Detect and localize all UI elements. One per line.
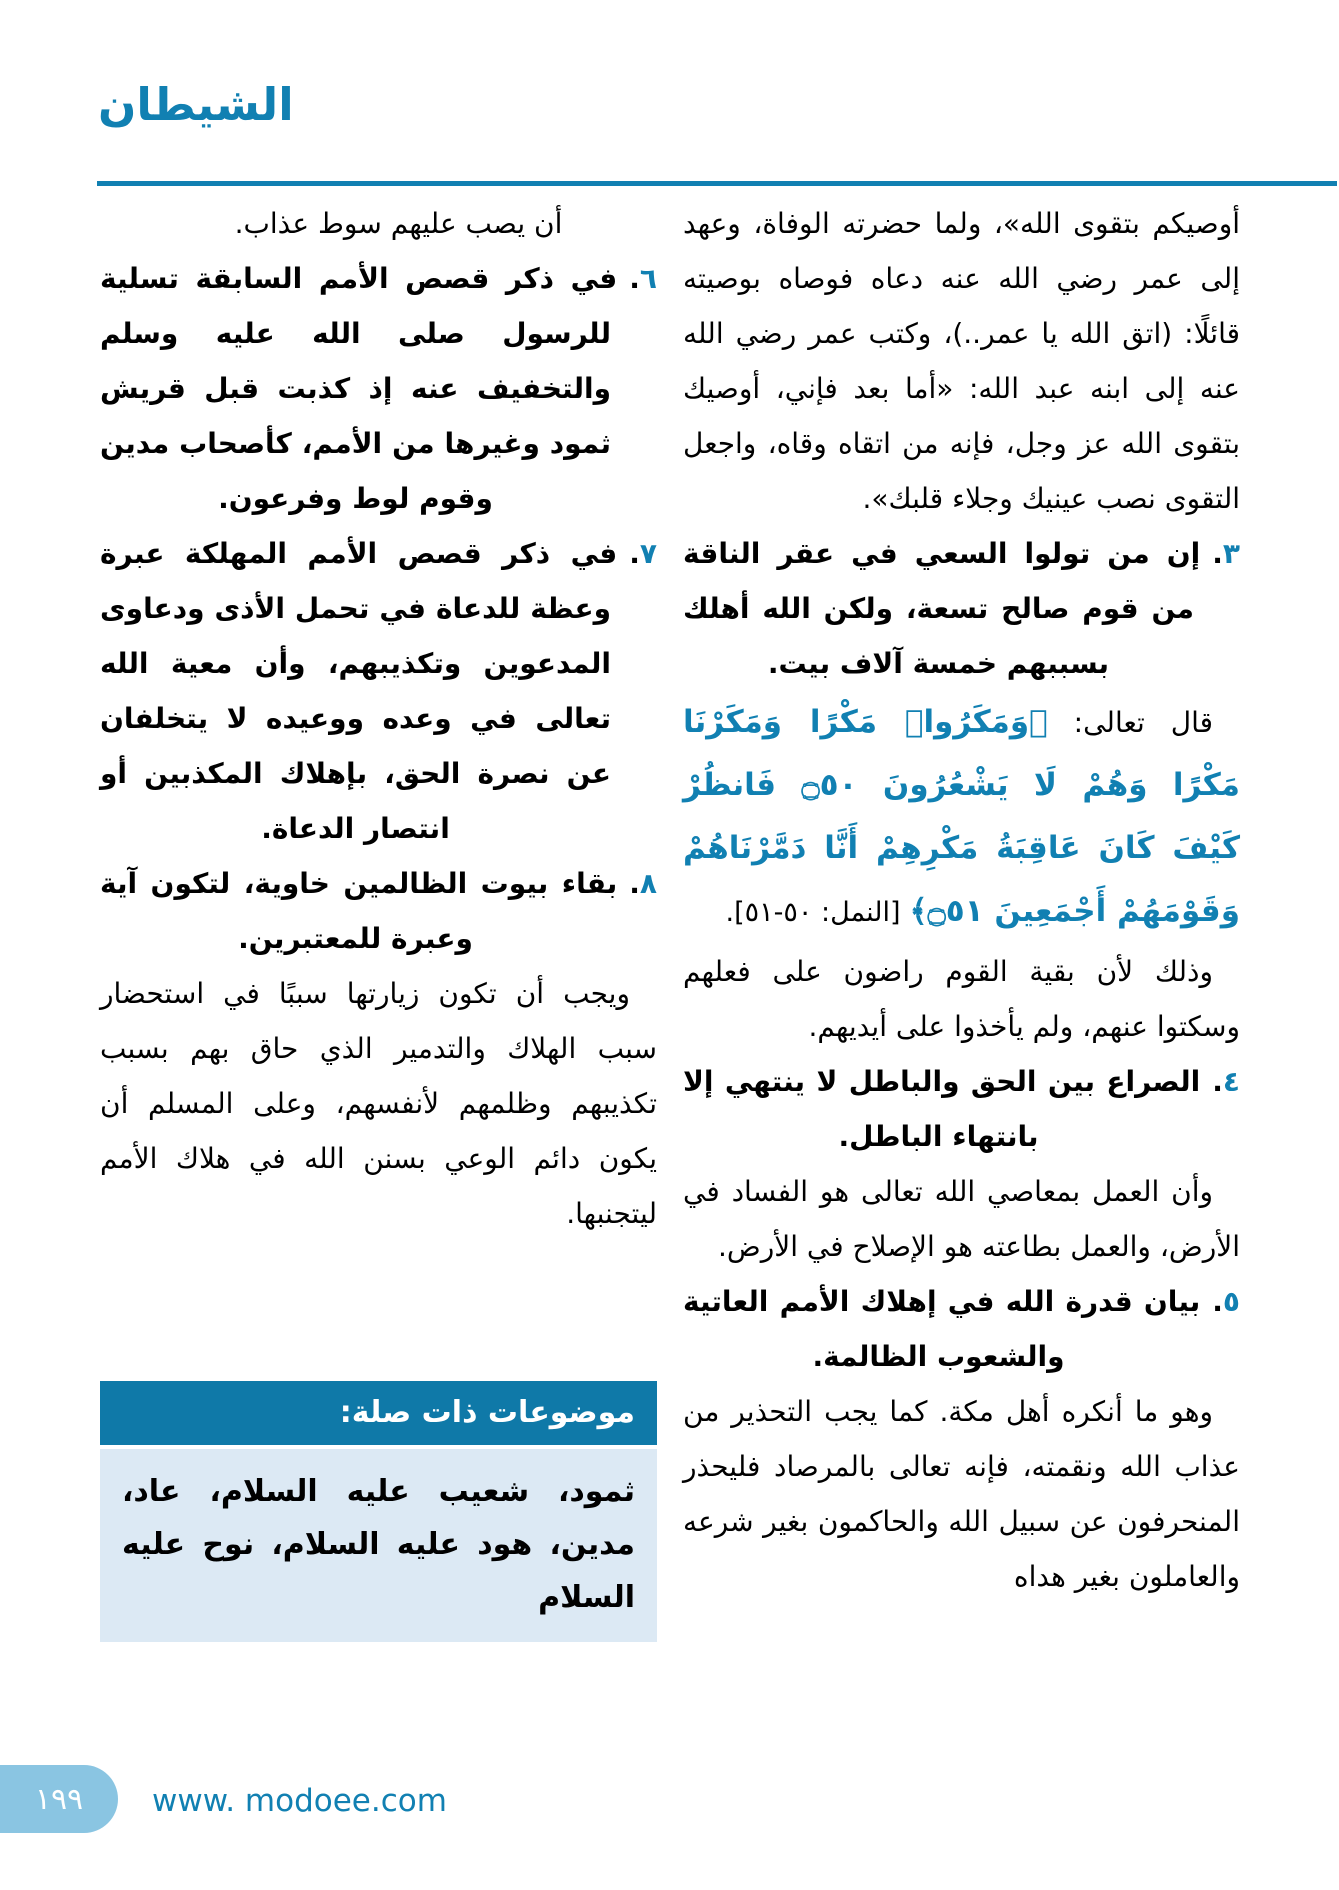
after-verse-paragraph: وذلك لأن بقية القوم راضون على فعلهم وسكتوا عنهم، ولم يأخذوا على أيديهم. xyxy=(683,955,1240,1043)
item-5-body-paragraph: وهو ما أنكره أهل مكة. كما يجب التحذير من عذاب الله ونقمته، فإنه تعالى بالمرصاد فليحذر المنحرفون عن سبيل الله والحاكمون بغير شرعه والعاملون بغير هداه xyxy=(683,1395,1240,1593)
list-item-7 xyxy=(100,526,657,856)
item-4-body-paragraph: وأن العمل بمعاصي الله تعالى هو الفساد في الأرض، والعمل بطاعته هو الإصلاح في الأرض. xyxy=(683,1175,1240,1263)
item-dot: . xyxy=(1212,1285,1223,1318)
page-number: ١٩٩ xyxy=(34,1781,84,1817)
item-number: ٤ xyxy=(1222,1065,1240,1098)
related-topics-header: موضوعات ذات صلة: xyxy=(100,1381,657,1445)
related-topics-box xyxy=(100,1381,657,1642)
item-text: الصراع بين الحق والباطل لا ينتهي إلا بانتهاء الباطل. xyxy=(683,1065,1201,1153)
carry-over-line: أن يصب عليهم سوط عذاب. xyxy=(234,207,563,240)
website-url: www. modoee.com xyxy=(152,1783,447,1819)
intro-paragraph: أوصيكم بتقوى الله»، ولما حضرته الوفاة، وعهد إلى عمر رضي الله عنه دعاه فوصاه بوصيته قائلًا: (اتق الله يا عمر..)، وكتب عمر رضي الله عنه إلى ابنه عبد الله: «أما بعد فإني، أوصيك بتقوى الله عز وجل، فإنه من اتقاه وقاه، واجعل التقوى نصب عينيك وجلاء قلبك». xyxy=(683,207,1240,515)
quran-verse-paragraph xyxy=(683,691,1240,944)
item-dot: . xyxy=(629,262,640,295)
item-dot: . xyxy=(629,867,640,900)
list-item-5 xyxy=(683,1274,1240,1384)
item-text: في ذكر قصص الأمم المهلكة عبرة وعظة للدعاة في تحمل الأذى ودعاوى المدعوين وتكذيبهم، وأن معية الله تعالى في وعده ووعيده لا يتخلفان عن نصرة الحق، بإهلاك المكذبين أو انتصار الدعاة. xyxy=(100,537,618,845)
qal-taala-label: قال تعالى: xyxy=(1073,706,1213,739)
item-number: ٥ xyxy=(1222,1285,1240,1318)
page-title: الشيطان xyxy=(98,78,294,131)
item-text: في ذكر قصص الأمم السابقة تسلية للرسول صلى الله عليه وسلم والتخفيف عنه إذ كذبت قبل قريش ثمود وغيرها من الأمم، كأصحاب مدين وقوم لوط وفرعون. xyxy=(100,262,618,515)
item-number: ٨ xyxy=(639,867,657,900)
left-column xyxy=(100,196,657,1642)
text-columns xyxy=(99,196,1240,1642)
list-item-8 xyxy=(100,856,657,966)
list-item-3 xyxy=(683,526,1240,691)
related-topics-body: ثمود، شعيب عليه السلام، عاد، مدين، هود عليه السلام، نوح عليه السلام xyxy=(100,1449,657,1642)
list-item-6 xyxy=(100,251,657,526)
item-text: إن من تولوا السعي في عقر الناقة من قوم صالح تسعة، ولكن الله أهلك بسببهم خمسة آلاف بيت. xyxy=(683,537,1201,680)
item-dot: . xyxy=(629,537,640,570)
item-number: ٦ xyxy=(639,262,657,295)
item-number: ٣ xyxy=(1222,537,1240,570)
verse-citation: [النمل: ٥٠-٥١]. xyxy=(725,897,901,928)
item-text: بيان قدرة الله في إهلاك الأمم العاتية والشعوب الظالمة. xyxy=(683,1285,1201,1373)
right-column xyxy=(683,196,1240,1642)
item-dot: . xyxy=(1212,1065,1223,1098)
footer-page-number-pill xyxy=(0,1765,118,1833)
quran-verse: ﴿وَمَكَرُوا۟ مَكْرًا وَمَكَرْنَا مَكْرًا وَهُمْ لَا يَشْعُرُونَ ۝٥٠ فَانظُرْ كَيْفَ كَانَ عَاقِبَةُ مَكْرِهِمْ أَنَّا دَمَّرْنَاهُمْ وَقَوْمَهُمْ أَجْمَعِينَ ۝٥١﴾ xyxy=(683,704,1240,929)
item-8-body-paragraph: ويجب أن تكون زيارتها سببًا في استحضار سبب الهلاك والتدمير الذي حاق بهم بسبب تكذيبهم وظلمهم لأنفسهم، وعلى المسلم أن يكون دائم الوعي بسنن الله في هلاك الأمم ليتجنبها. xyxy=(100,977,657,1230)
item-number: ٧ xyxy=(639,537,657,570)
title-rule xyxy=(97,181,1337,186)
item-text: بقاء بيوت الظالمين خاوية، لتكون آية وعبرة للمعتبرين. xyxy=(100,867,618,955)
item-dot: . xyxy=(1212,537,1223,570)
list-item-4 xyxy=(683,1054,1240,1164)
